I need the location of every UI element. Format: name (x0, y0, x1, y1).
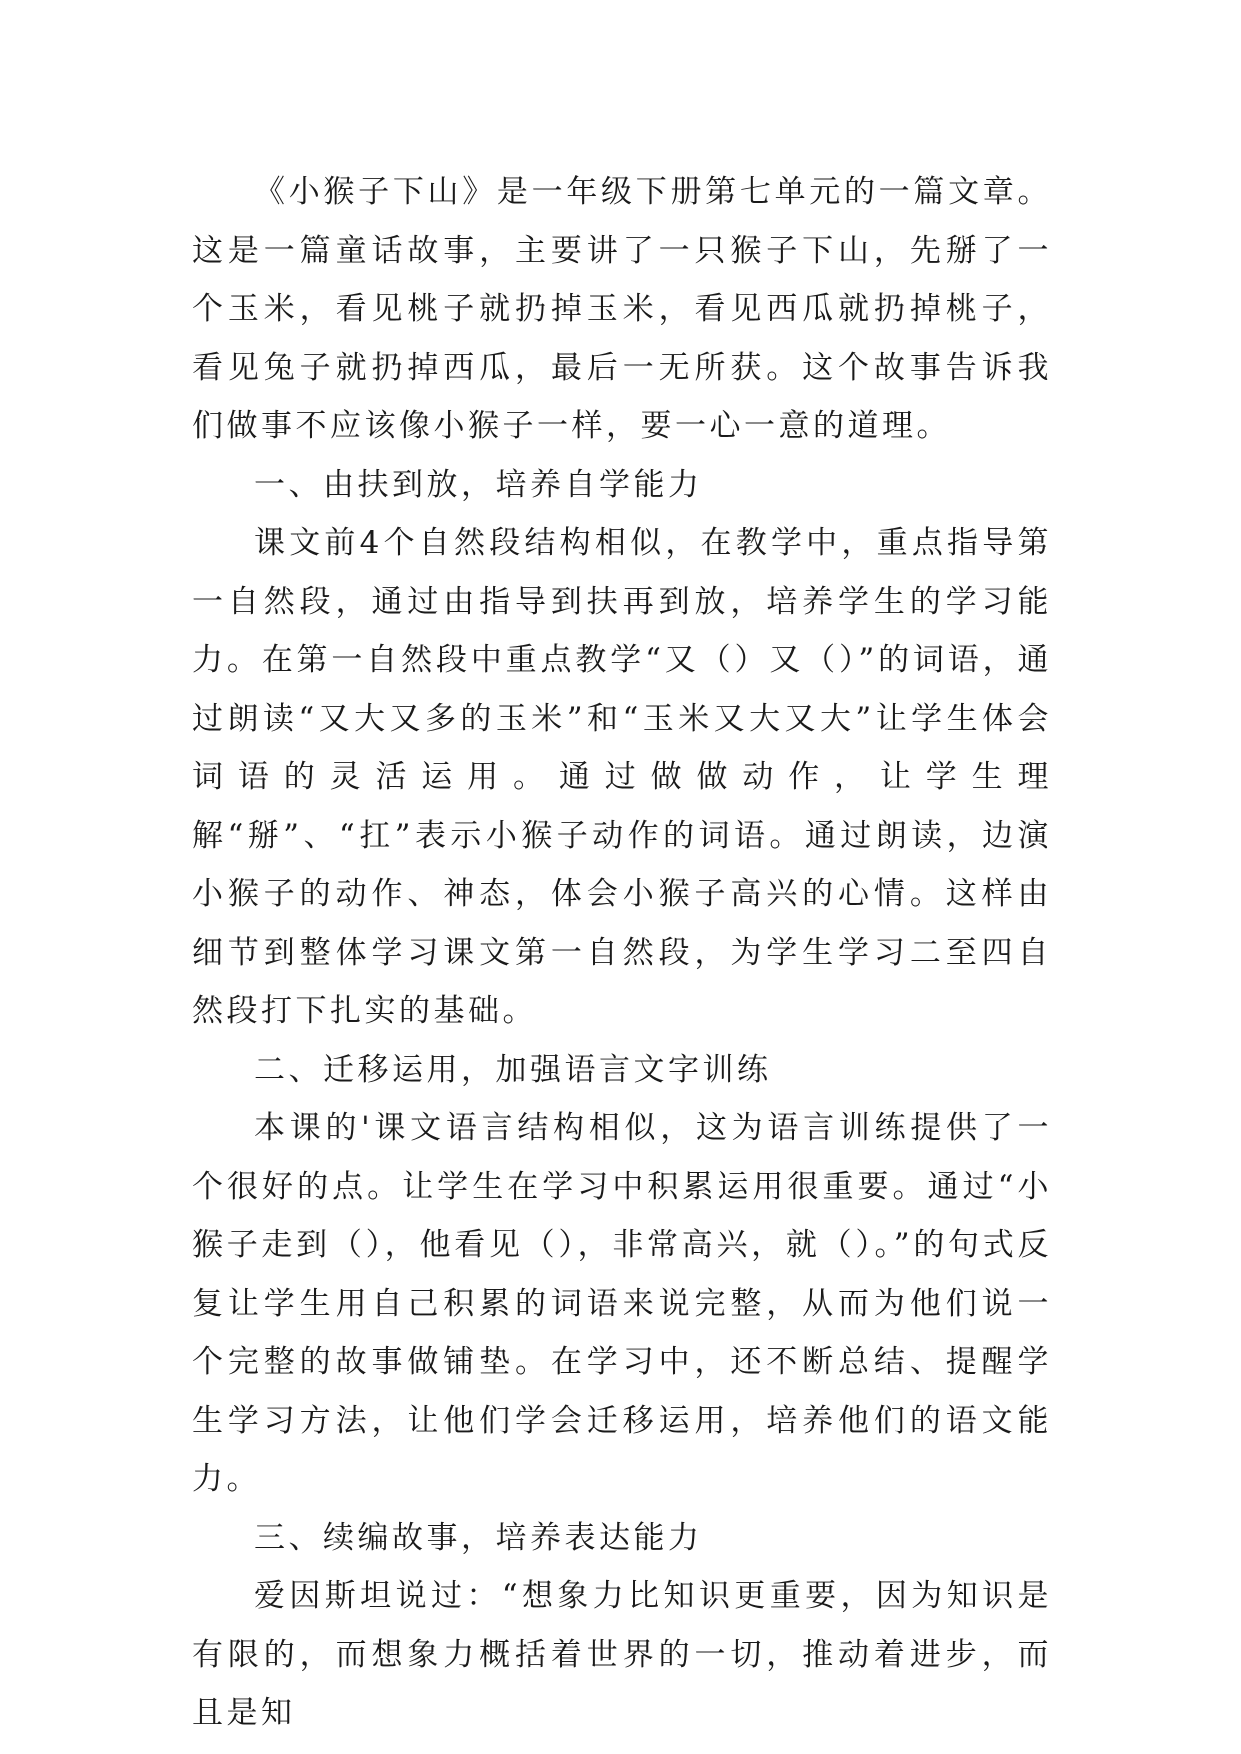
document-page (192, 163, 1052, 1743)
section-2-paragraph: 本课的'课文语言结构相似，这为语言训练提供了一个很好的点。让学生在学习中积累运用很重要。通过“小猴子走到（），他看见（），非常高兴，就（）。”的句式反复让学生用自己积累的词语来说完整，从而为他们说一个完整的故事做铺垫。在学习中，还不断总结、提醒学生学习方法，让他们学会迁移运用，培养他们的语文能力。 (192, 1110, 1052, 1497)
intro-paragraph: 《小猴子下山》是一年级下册第七单元的一篇文章。这是一篇童话故事，主要讲了一只猴子下山，先掰了一个玉米，看见桃子就扔掉玉米，看见西瓜就扔掉桃子，看见兔子就扔掉西瓜，最后一无所获。这个故事告诉我们做事不应该像小猴子一样，要一心一意的道理。 (192, 174, 1052, 444)
section-heading-3: 三、续编故事，培养表达能力 (254, 1519, 703, 1556)
section-1-paragraph: 课文前4个自然段结构相似，在教学中，重点指导第一自然段，通过由指导到扶再到放，培养学生的学习能力。在第一自然段中重点教学“又（）又（）”的词语，通过朗读“又大又多的玉米”和“玉米又大又大”让学生体会词语的灵活运用。通过做做动作，让学生理解“掰”、“扛”表示小猴子动作的词语。通过朗读，边演小猴子的动作、神态，体会小猴子高兴的心情。这样由细节到整体学习课文第一自然段，为学生学习二至四自然段打下扎实的基础。 (192, 525, 1052, 1029)
section-3-paragraph: 爱因斯坦说过：“想象力比知识更重要，因为知识是有限的，而想象力概括着世界的一切，推动着进步，而且是知 (192, 1578, 1052, 1731)
section-heading-1: 一、由扶到放，培养自学能力 (254, 466, 703, 503)
section-heading-2: 二、迁移运用，加强语言文字训练 (254, 1051, 772, 1088)
